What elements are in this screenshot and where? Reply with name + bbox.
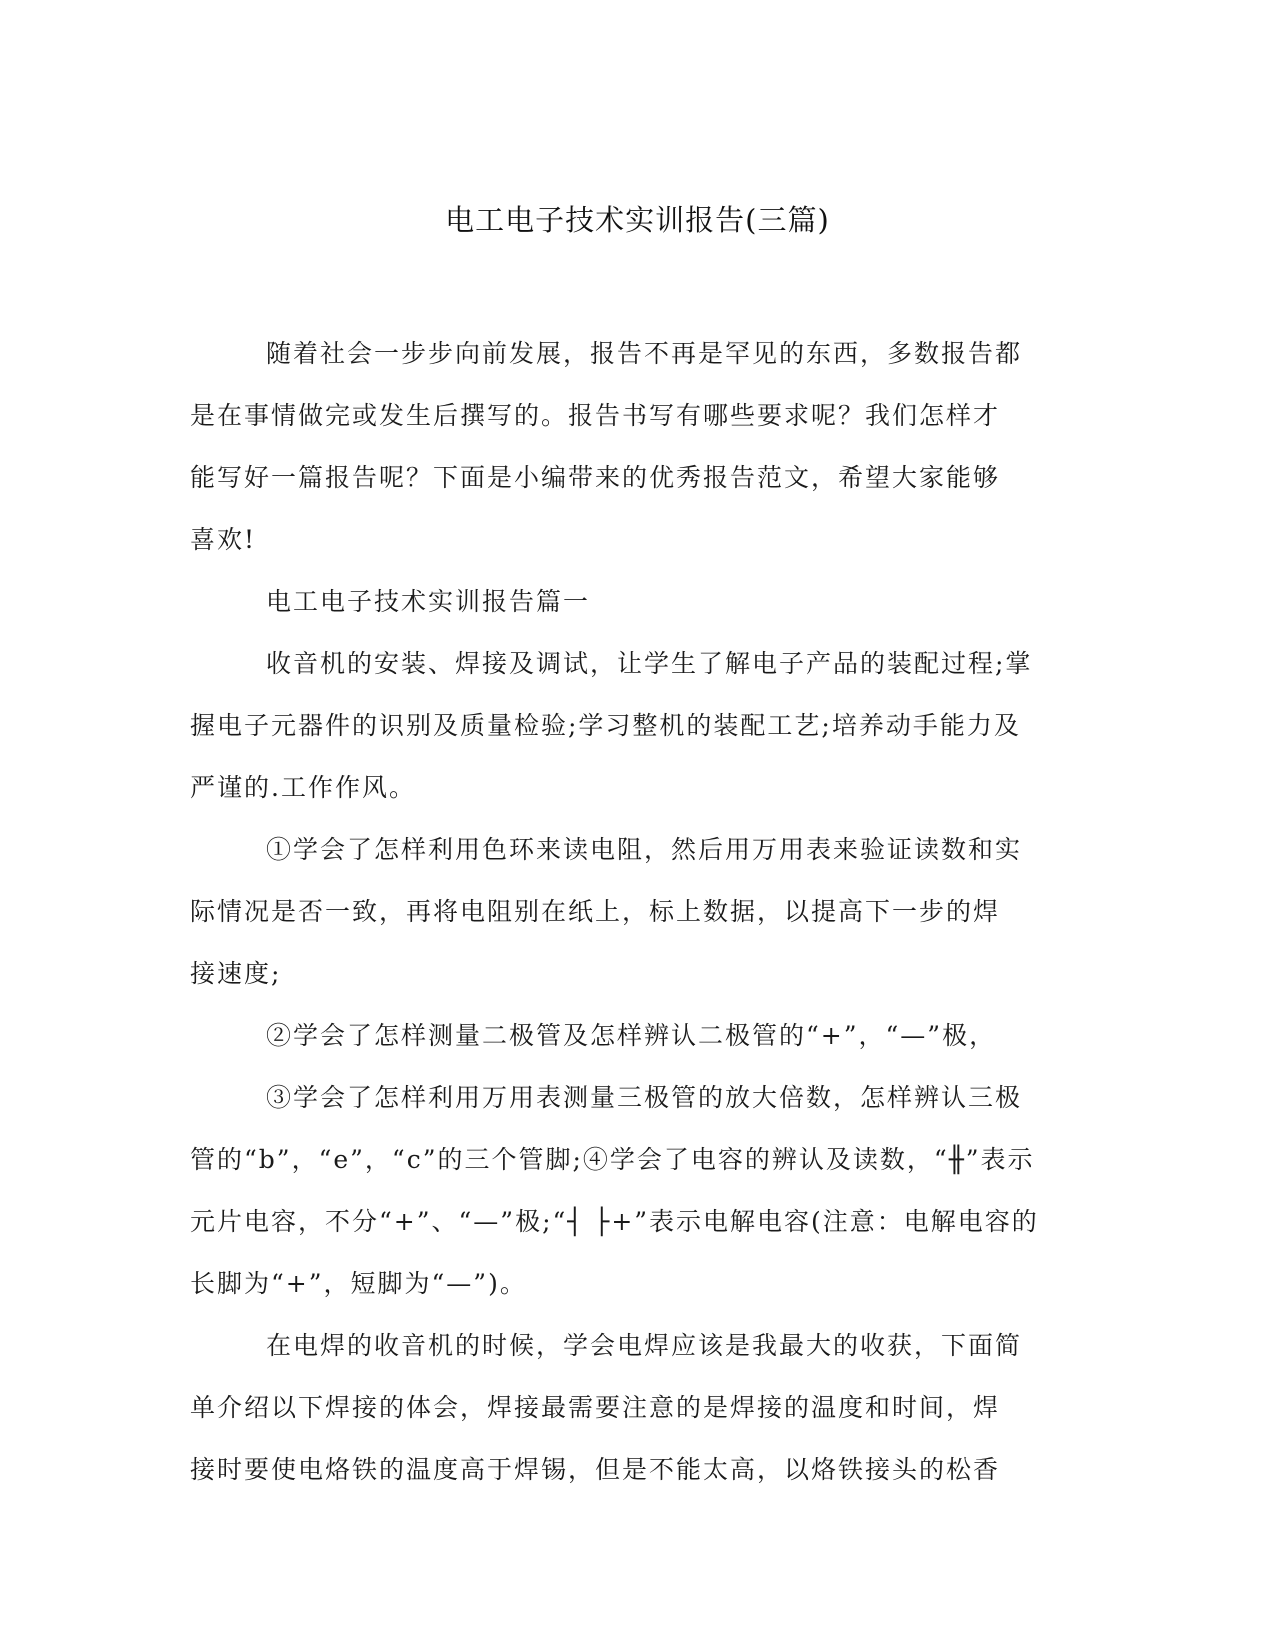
soldering-paragraph xyxy=(190,1315,1080,1501)
text-line: 随着社会一步步向前发展，报告不再是罕见的东西，多数报告都 xyxy=(266,339,1023,368)
section-heading xyxy=(190,571,1080,633)
text-line: 严谨的.工作作风。 xyxy=(190,773,416,802)
text-line: 接速度; xyxy=(190,959,282,988)
text-line: 是在事情做完或发生后撰写的。报告书写有哪些要求呢？我们怎样才 xyxy=(190,401,1001,430)
item-3-paragraph xyxy=(190,1067,1080,1315)
purpose-paragraph xyxy=(190,633,1080,819)
text-line: ③学会了怎样利用万用表测量三极管的放大倍数，怎样辨认三极 xyxy=(266,1083,1023,1112)
text-line: 接时要使电烙铁的温度高于焊锡，但是不能太高，以烙铁接头的松香 xyxy=(190,1455,1001,1484)
text-line: 在电焊的收音机的时候，学会电焊应该是我最大的收获，下面简 xyxy=(266,1331,1023,1360)
item-2-paragraph xyxy=(190,1005,1080,1067)
text-line: 际情况是否一致，再将电阻别在纸上，标上数据，以提高下一步的焊 xyxy=(190,897,1001,926)
document-body xyxy=(190,323,1080,1501)
item-1-paragraph xyxy=(190,819,1080,1005)
text-line: ①学会了怎样利用色环来读电阻，然后用万用表来验证读数和实 xyxy=(266,835,1023,864)
text-line: 长脚为“+”，短脚为“—”)。 xyxy=(190,1269,527,1298)
text-line: 握电子元器件的识别及质量检验;学习整机的装配工艺;培养动手能力及 xyxy=(190,711,1021,740)
text-line: ②学会了怎样测量二极管及怎样辨认二极管的“+”，“—”极， xyxy=(266,1021,997,1050)
text-line: 喜欢! xyxy=(190,525,257,554)
text-line: 管的“b”，“e”，“c”的三个管脚;④学会了电容的辨认及读数，“╫”表示 xyxy=(190,1145,1035,1174)
intro-paragraph xyxy=(190,323,1080,571)
text-line: 收音机的安装、焊接及调试，让学生了解电子产品的装配过程;掌 xyxy=(266,649,1033,678)
text-line: 电工电子技术实训报告篇一 xyxy=(266,587,591,616)
document-title: 电工电子技术实训报告(三篇) xyxy=(445,203,830,237)
text-line: 单介绍以下焊接的体会，焊接最需要注意的是焊接的温度和时间，焊 xyxy=(190,1393,1001,1422)
text-line: 能写好一篇报告呢？下面是小编带来的优秀报告范文，希望大家能够 xyxy=(190,463,1001,492)
text-line: 元片电容，不分“+”、“—”极;“┤ ├+”表示电解电容(注意：电解电容的 xyxy=(190,1207,1039,1236)
